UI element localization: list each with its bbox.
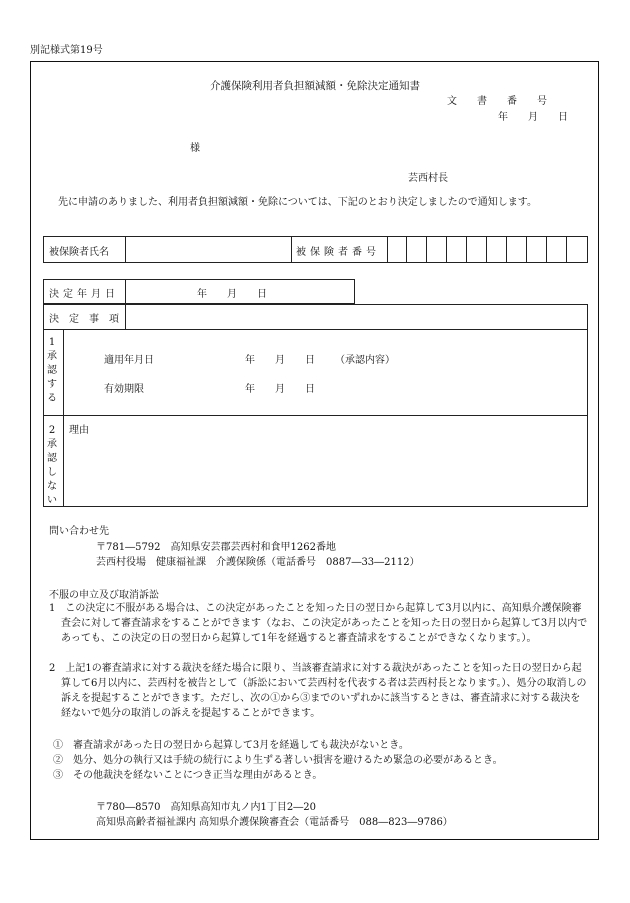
doc-date: 年 月 日 [498,112,568,123]
insured-name-label: 被保険者氏名 [49,247,109,258]
decision-item-label: 決定事項 [49,314,129,325]
decision-date-label: 決定年月日 [49,289,119,300]
doc-number-label: 文 書 番 号 [447,96,547,107]
appeal-item-2: ② 処分、処分の執行又は手続の続行により生ずる著しい損害を避けるため緊急の必要があるとき。 [53,755,503,766]
review-board-office: 高知県高齢者福祉課内 高知県介護保険審査会（電話番号 088―823―9786） [96,817,453,828]
intro-text: 先に申請のありました、利用者負担額減額・免除については、下記のとおり決定しましたので通知します。 [58,197,537,208]
reason-label: 理由 [69,425,89,436]
appeal-heading: 不服の申立及び取消訴訟 [49,590,159,601]
appeal-paragraph-1: 1 この決定に不服がある場合は、この決定があったことを知った日の翌日から起算して3月以内に、高知県介護保険審査会に対して審査請求をすることができます（なお、この決定があったことを知った日の翌日から起算して3月以内であっても、この決定の日の翌日から起算して1年を経過すると審査請求をすることができなくなります。）。 [49,603,588,644]
deny-label: 2 承 認 し な い [47,425,57,506]
apply-date-value: 年 月 日 [245,355,315,366]
contact-heading: 問い合わせ先 [49,526,109,537]
decision-date-value: 年 月 日 [197,289,267,300]
contact-office: 芸西村役場 健康福祉課 介護保険係（電話番号 0887―33―2112） [96,557,420,568]
valid-until-value: 年 月 日 [245,384,315,395]
appeal-item-3: ③ その他裁決を経ないことにつき正当な理由があるとき。 [53,770,323,781]
apply-date-label: 適用年月日 [104,355,154,366]
issuer: 芸西村長 [408,173,448,184]
decision-table [43,304,588,507]
form-label: 別記様式第19号 [30,45,103,56]
approval-content-note: （承認内容） [335,355,395,366]
insured-number-label: 被保険者番号 [296,247,380,258]
valid-until-label: 有効期限 [104,384,144,395]
appeal-item-1: ① 審査請求があった日の翌日から起算して3月を経過しても裁決がないとき。 [53,740,409,751]
contact-address: 〒781―5792 高知県安芸郡芸西村和食甲1262番地 [96,542,336,553]
document-title: 介護保険利用者負担額減額・免除決定通知書 [210,80,420,92]
appeal-paragraph-2: 2 上記1の審査請求に対する裁決を経た場合に限り、当該審査請求に対する裁決があったことを知った日の翌日から起算して6月以内に、芸西村を被告として（訴訟において芸西村を代表する者は芸西村長となります。）、処分の取消しの訴えを提起することができます。ただし、次の①から③までのいずれかに該当するときは、審査請求に対する裁決を経ないで処分の取消しの訴えを提起することができます。 [49,663,587,719]
review-board-address: 〒780―8570 高知県高知市丸ノ内1丁目2―20 [96,802,316,813]
addressee-suffix: 様 [190,143,200,154]
approve-label: 1 承 認 す る [47,337,57,404]
